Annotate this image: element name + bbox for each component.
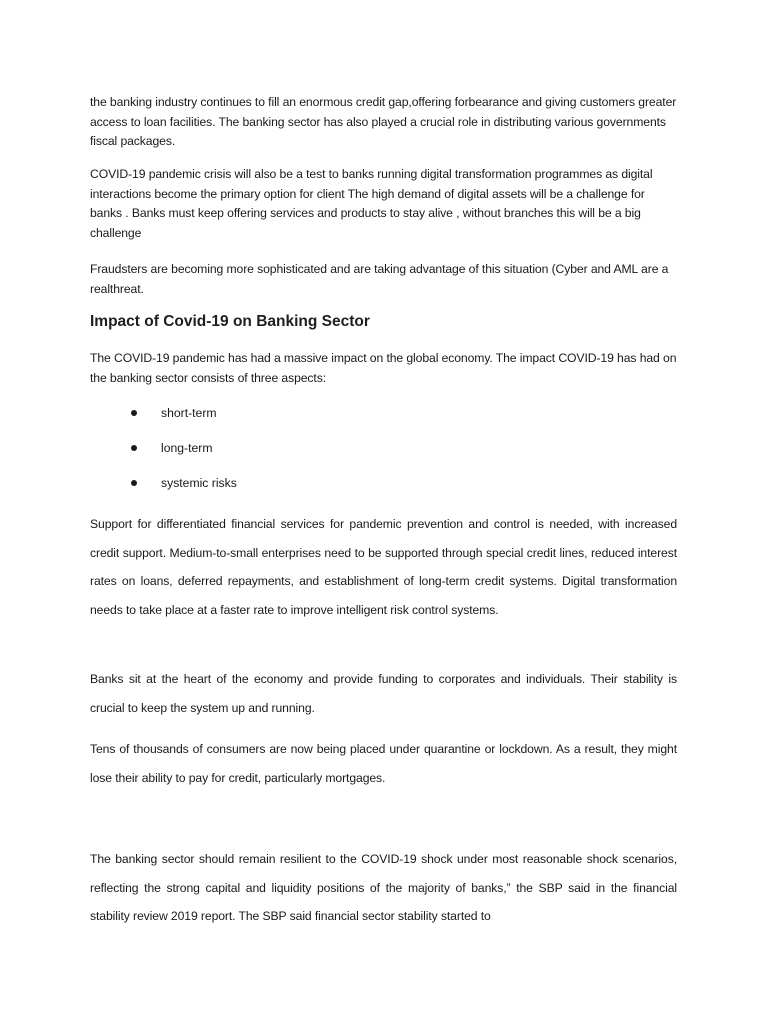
bullet-label: systemic risks [161,476,237,490]
bullet-label: long-term [161,441,213,455]
paragraph-quarantine: Tens of thousands of consumers are now being placed under quarantine or lockdown. As a result, they might lose their ability to pay for credit, particularly mortgages. [90,742,677,785]
bullet-dot-icon [131,410,137,416]
bullet-dot-icon [131,480,137,486]
paragraph-digital-transformation: COVID-19 pandemic crisis will also be a test to banks running digital transformation programmes as digital interactions become the primary option for client The high demand of digital assets will be a challenge for banks . Banks must keep offering services and products to stay alive , without branches this will be a big challenge [90,167,653,240]
section-heading: Impact of Covid-19 on Banking Sector [90,313,370,330]
paragraph-intro: The COVID-19 pandemic has had a massive impact on the global economy. The impact COVID-19 has had on the banking sector consists of three aspects: [90,351,677,385]
paragraph-credit-gap: the banking industry continues to fill an enormous credit gap,offering forbearance and giving customers greater access to loan facilities. The banking sector has also played a crucial role in distributing various governments fiscal packages. [90,95,677,148]
paragraph-sbp-resilience: The banking sector should remain resilient to the COVID-19 shock under most reasonable shock scenarios, reflecting the strong capital and liquidity positions of the majority of banks,” the SBP said in the financial stability review 2019 report. The SBP said financial sector stability started to [90,852,677,923]
paragraph-banks-heart: Banks sit at the heart of the economy and provide funding to corporates and individuals. Their stability is crucial to keep the system up and running. [90,672,677,715]
paragraph-fraudsters: Fraudsters are becoming more sophisticated and are taking advantage of this situation (Cyber and AML are a realthreat. [90,262,669,296]
paragraph-differentiated-services: Support for differentiated financial services for pandemic prevention and control is needed, with increased credit support. Medium-to-small enterprises need to be supported through special credit lines, reduced interest rates on loans, deferred repayments, and establishment of long-term credit systems. Digital transformation needs to take place at a faster rate to improve intelligent risk control systems. [90,517,677,617]
bullet-dot-icon [131,445,137,451]
bullet-label: short-term [161,406,217,420]
